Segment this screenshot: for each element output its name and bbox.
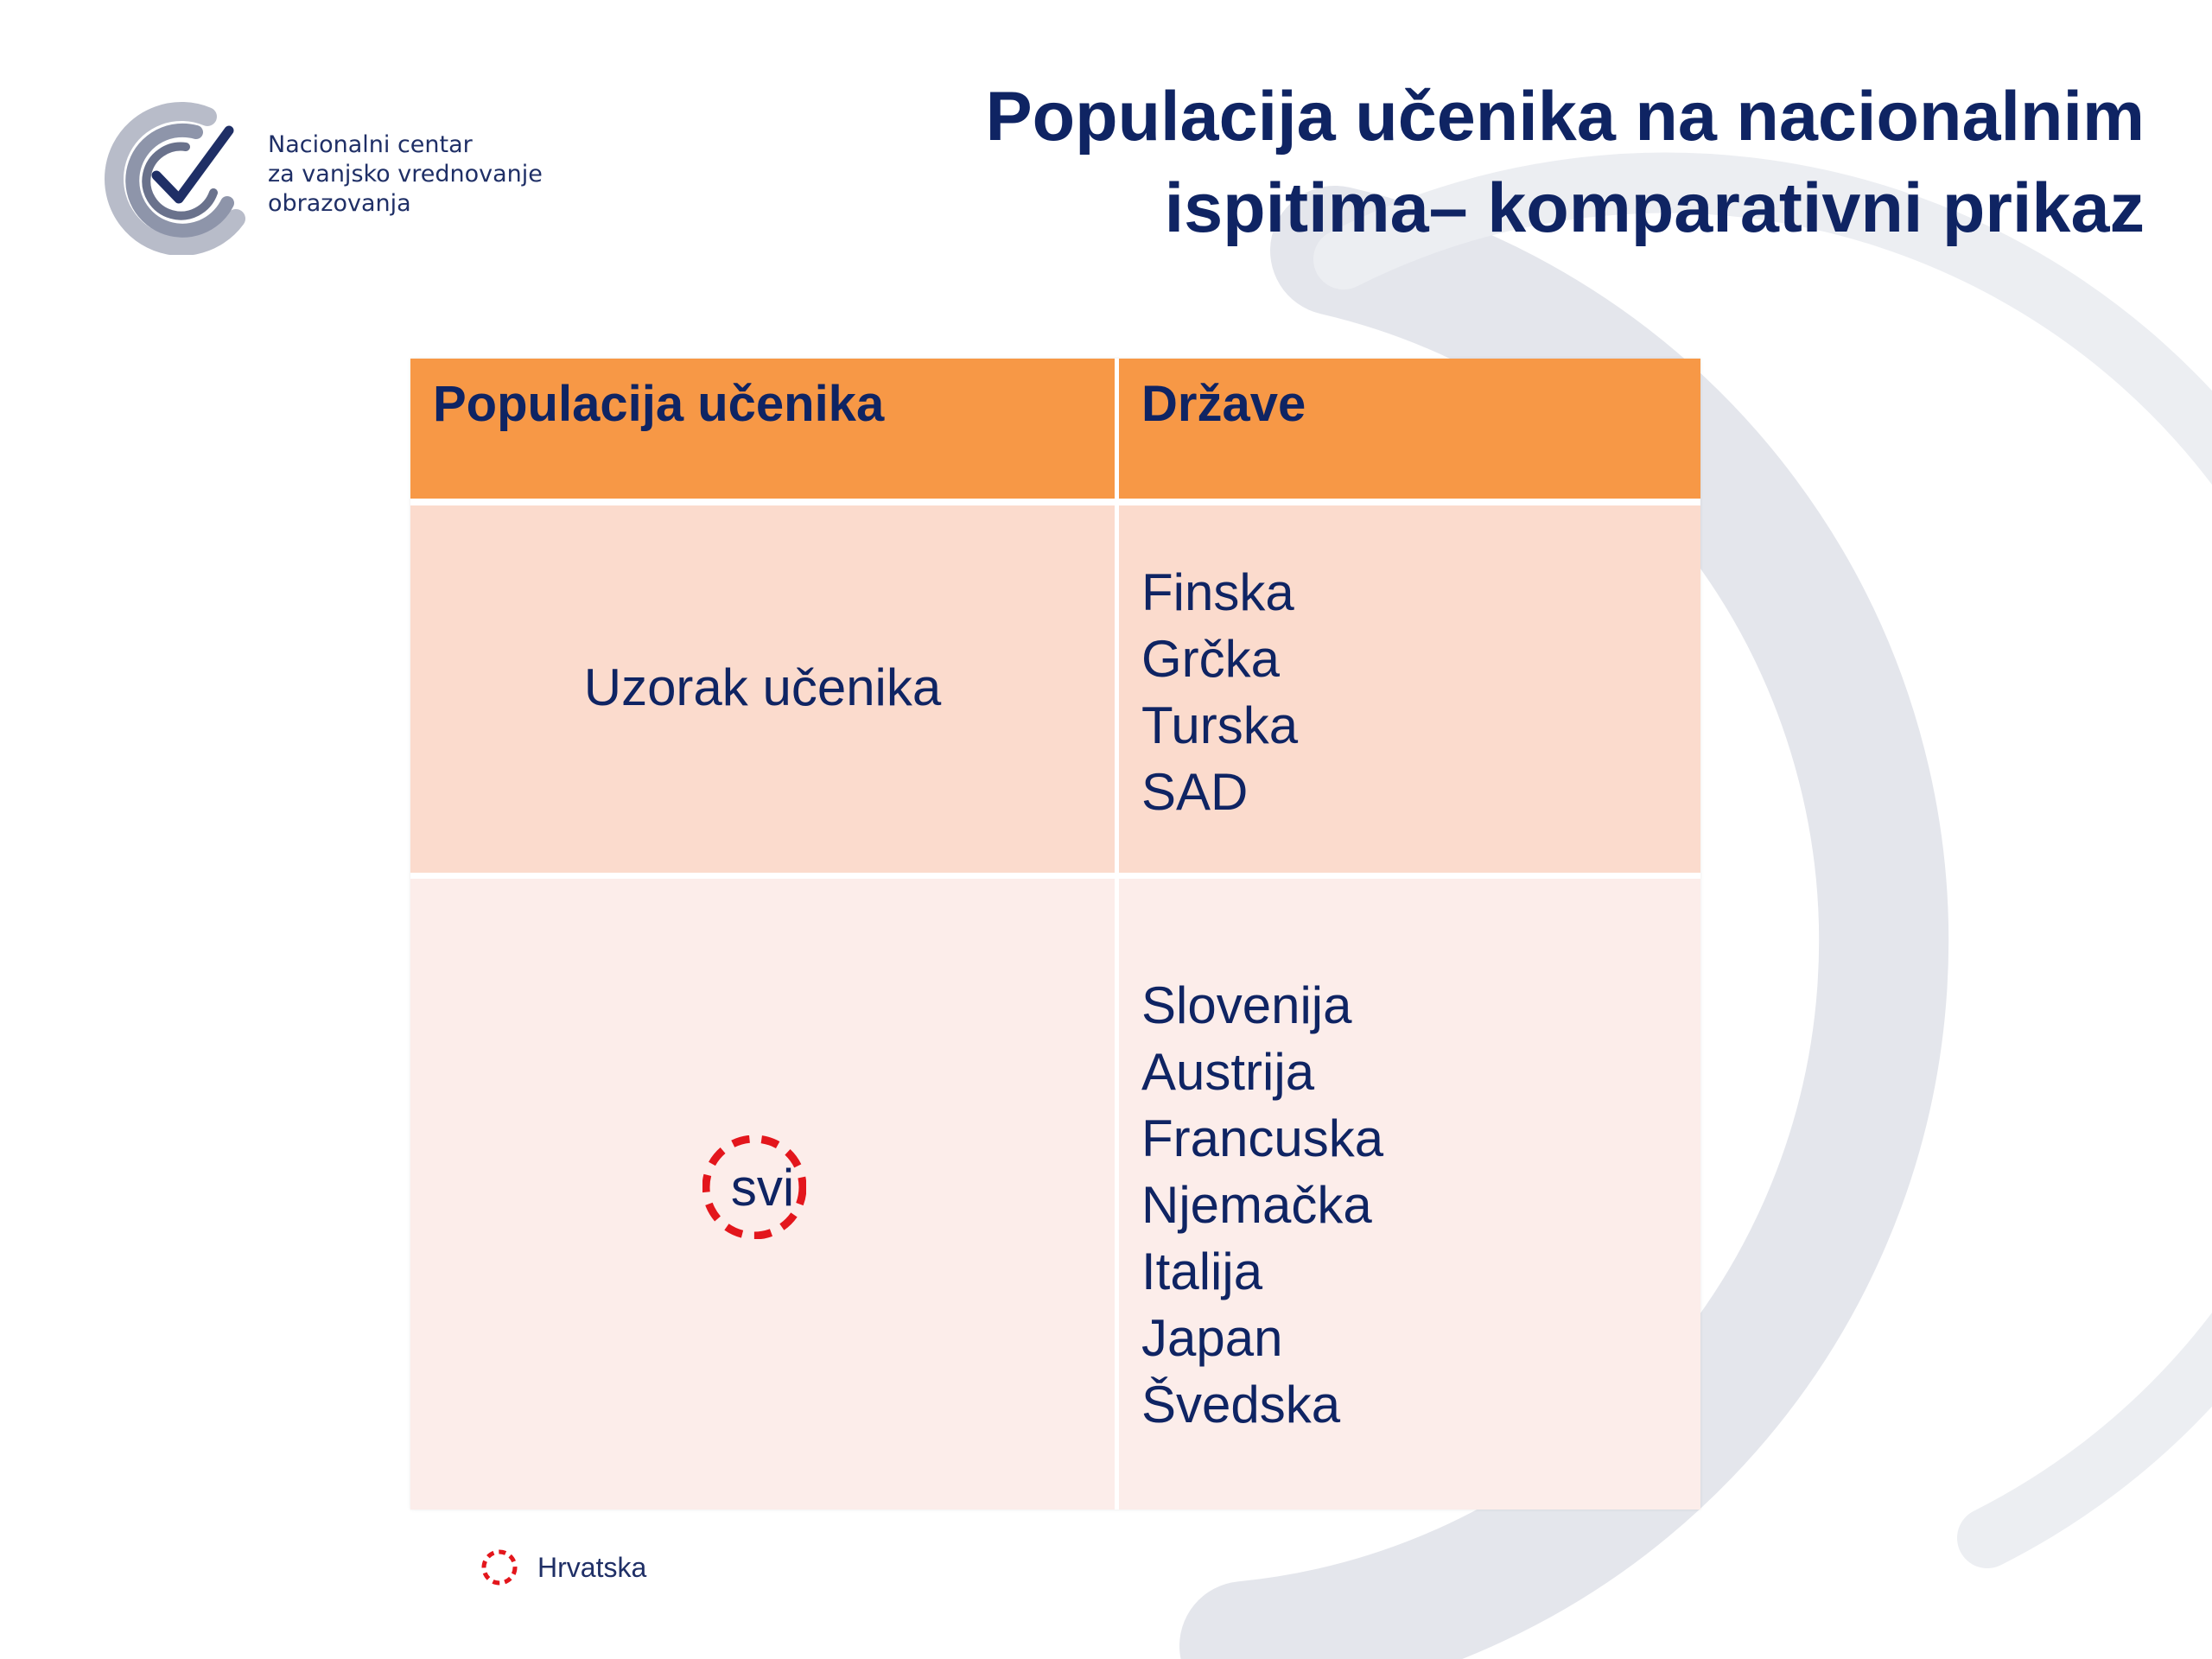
header-cell-countries <box>1119 359 1700 499</box>
logo-line-1: Nacionalni centar <box>268 131 473 158</box>
country-item: Turska <box>1141 696 1299 754</box>
country-item: Grčka <box>1141 630 1281 688</box>
organization-logo <box>99 99 583 255</box>
country-item: SAD <box>1141 763 1249 821</box>
population-label-all: svi <box>730 1159 795 1217</box>
legend-dashed-circle-icon <box>480 1548 518 1586</box>
logo-check-icon <box>99 99 255 255</box>
population-all-highlight <box>410 1131 1115 1252</box>
country-item: Finska <box>1141 563 1294 621</box>
header-population-label: Populacija učenika <box>433 376 885 432</box>
country-item: Japan <box>1141 1309 1283 1367</box>
country-item: Njemačka <box>1141 1176 1372 1234</box>
row-all-population-cell <box>410 879 1115 1510</box>
country-item: Slovenija <box>1141 976 1352 1034</box>
logo-line-3: obrazovanja <box>268 190 411 217</box>
header-countries-label: Države <box>1141 376 1306 432</box>
country-list-all <box>1141 972 1383 1438</box>
slide-title-line-2: ispitima– komparativni prikaz <box>1164 169 2145 247</box>
country-list-sample <box>1141 559 1298 825</box>
row-sample-population-cell <box>410 505 1115 873</box>
country-item: Francuska <box>1141 1109 1384 1167</box>
legend-label: Hrvatska <box>537 1552 647 1583</box>
row-sample-countries-cell <box>1119 505 1700 873</box>
logo-line-2: za vanjsko vrednovanje <box>268 161 543 188</box>
population-label-sample: Uzorak učenika <box>583 658 942 716</box>
slide-title-line-1: Populacija učenika na nacionalnim <box>985 78 2145 156</box>
row-all-countries-cell <box>1119 879 1700 1510</box>
logo-text <box>268 130 543 219</box>
slide-title <box>762 71 2145 254</box>
header-cell-population <box>410 359 1115 499</box>
country-item: Austrija <box>1141 1043 1315 1101</box>
country-item: Italija <box>1141 1243 1263 1300</box>
comparison-table <box>410 359 1700 1510</box>
country-item: Švedska <box>1141 1376 1341 1433</box>
